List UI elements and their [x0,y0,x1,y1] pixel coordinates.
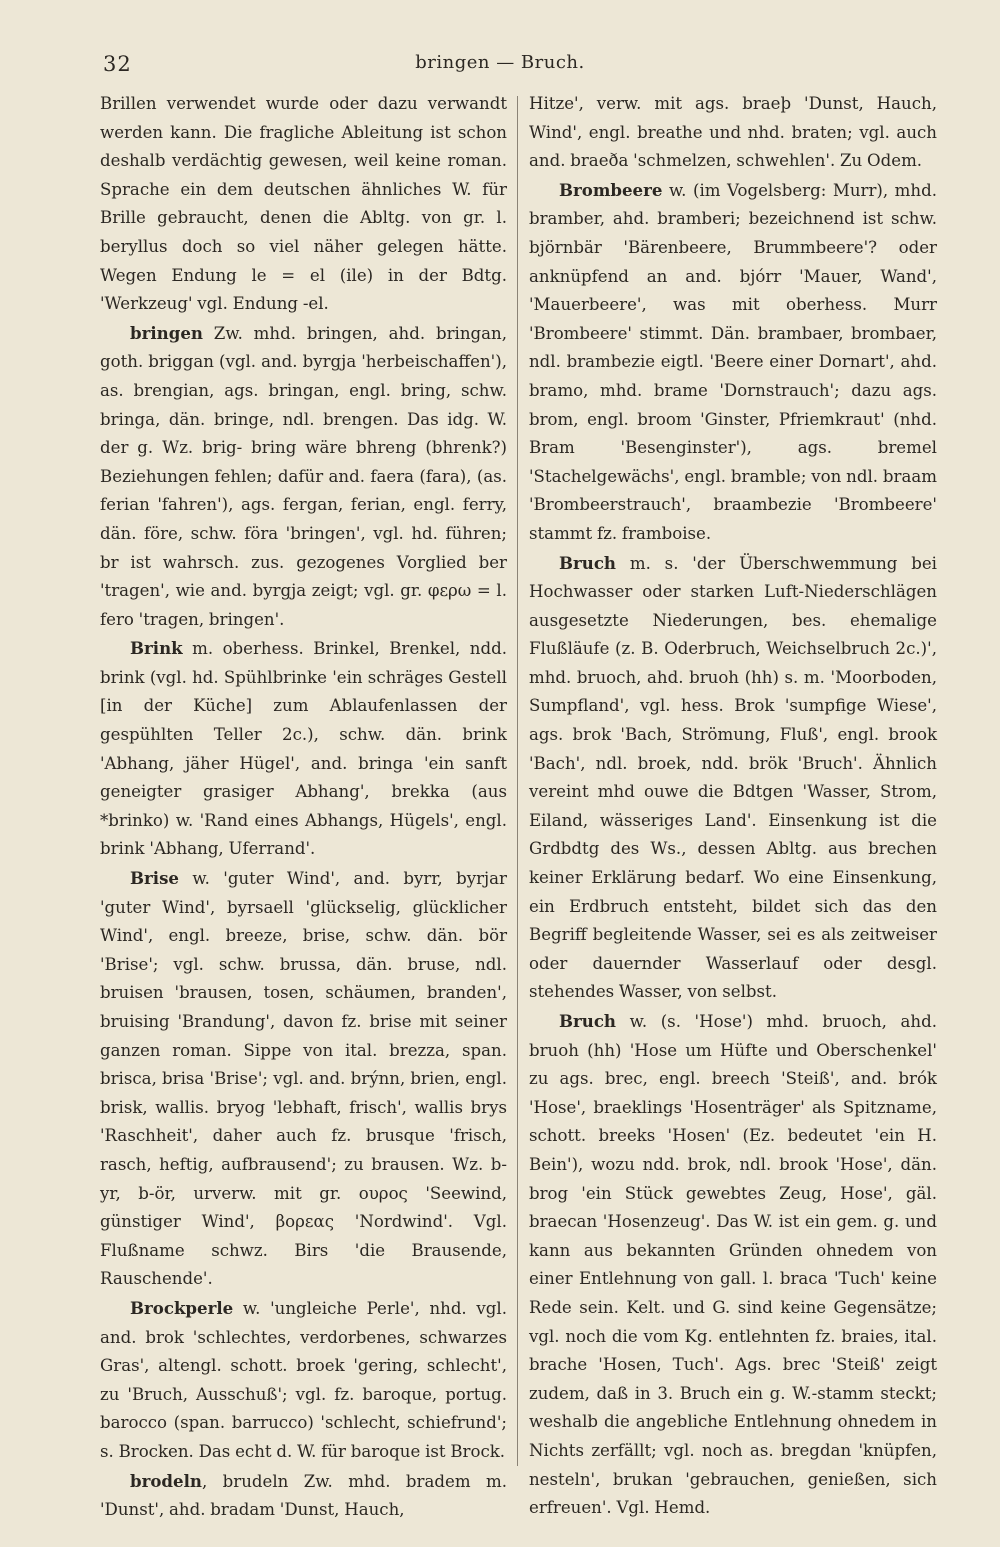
headword: bringen [130,322,203,343]
entry-text: w. 'ungleiche Perle', nhd. vgl. and. brok 'schlechtes, verdorbenes, schwarzes Gras', altengl. schott. broek 'gering, schlecht', zu 'Bruch, Ausschuß'; vgl. fz. baroque, portug. barocco (span. barrucco) 'schlecht, schiefrund'; s. Brocken. Das echt d. W. für baroque ist Brock. [100,1298,507,1461]
headword: Bruch [559,1011,617,1031]
column-divider [517,96,518,1466]
entry-text: Zw. mhd. bringen, ahd. bringan, goth. briggan (vgl. and. byrgja 'herbeischaffen'), as. brengian, ags. bringan, engl. bring, schw. bringa, dän. bringe, ndl. brengen. Das idg. W. der g. Wz. brig- bring wäre bhreng (bhrenk?) Beziehungen fehlen; dafür and. faera (fara), (as. ferian 'fahren'), ags. fergan, ferian, engl. ferry, dän. före, schw. föra 'bringen', vgl. hd. führen; br ist wahrsch. zus. gezogenes Vorglied ber 'tragen', wie and. byrgja zeigt; vgl. gr. φερω = l. fero 'tragen, bringen'. [100,323,507,629]
right-column [529,90,937,1523]
headword: Brockperle [130,1297,234,1318]
continuation-text: Brillen verwendet wurde oder dazu verwandt werden kann. Die fragliche Ableitung ist schon deshalb verdächtig gewesen, weil keine roman. Sprache ein dem deutschen ähnliches W. für Brille gebraucht, denen die Abltg. von gr. l. beryllus doch so viel näher gelegen hätte. Wegen Endung le = el (ile) in der Bdtg. 'Werkzeug' vgl. Endung -el. [100,94,507,314]
dictionary-entry [100,1467,507,1525]
dictionary-entry [100,864,507,1294]
headword: Brise [130,868,179,889]
dictionary-entry [100,319,507,635]
headword: Brombeere [559,179,663,200]
headword: brodeln [130,1470,202,1491]
entry-text: m. oberhess. Brinkel, Brenkel, ndd. brink (vgl. hd. Spühlbrinke 'ein schräges Gestell [in der Küche] zum Ablaufenlassen der gespühlten Teller 2c.), schw. dän. brink 'Abhang, jäher Hügel', and. bringa 'ein sanft geneigter grasiger Abhang', brekka (aus *brinko) w. 'Rand eines Abhangs, Hügels', engl. brink 'Abhang, Uferrand'. [100,639,507,859]
headword: Bruch [559,552,617,573]
entry-text: w. 'guter Wind', and. byrr, byrjar 'guter Wind', byrsaell 'glückselig, glücklicher Wind', engl. breeze, brise, schw. dän. bör 'Brise'; vgl. schw. brussa, dän. bruse, ndl. bruisen 'brausen, tosen, schäumen, branden', bruising 'Brandung', davon fz. brise mit seiner ganzen roman. Sippe von ital. brezza, span. brisca, brisa 'Brise'; vgl. and. brýnn, brien, engl. brisk, wallis. bryog 'lebhaft, frisch', wallis brys 'Raschheit', daher auch fz. brusque 'frisch, rasch, heftig, aufbrausend'; zu brausen. Wz. b-yr, b-ör, urverw. mit gr. ουρος 'Seewind, günstiger Wind', βορεας 'Nordwind'. Vgl. Flußname schwz. Birs 'die Brausende, Rauschende'. [100,869,507,1289]
dictionary-entry [529,176,937,549]
dictionary-entry [529,1007,937,1523]
continuation-text: Hitze', verw. mit ags. braeþ 'Dunst, Hauch, Wind', engl. breathe und nhd. braten; vgl. auch and. braeða 'schmelzen, schwehlen'. Zu Odem. [529,94,937,171]
entry-text: w. (s. 'Hose') mhd. bruoch, ahd. bruoh (hh) 'Hose um Hüfte und Oberschenkel' zu ags. brec, engl. breech 'Steiß', and. brók 'Hose', braeklings 'Hosenträger' als Spitzname, schott. breeks 'Hosen' (Ez. bedeutet 'ein H. Bein'), wozu ndd. brok, ndl. brook 'Hose', dän. brog 'ein Stück gewebtes Zeug, Hose', gäl. braecan 'Hosenzeug'. Das W. ist ein gem. g. und kann aus bekannten Gründen ohnedem von einer Entlehnung von gall. l. braca 'Tuch' keine Rede sein. Kelt. und G. sind keine Gegensätze; vgl. noch die vom Kg. entlehnten fz. braies, ital. brache 'Hosen, Tuch'. Ags. brec 'Steiß' zeigt zudem, daß in 3. Bruch ein g. W.-stamm steckt; weshalb die angebliche Entlehnung ohnedem in Nichts zerfällt; vgl. noch as. bregdan 'knüpfen, nesteln', brukan 'gebrauchen, genießen, sich erfreuen'. Vgl. Hemd. [529,1012,937,1518]
entry-text: w. (im Vogelsberg: Murr), mhd. bramber, ahd. bramberi; bezeichnend ist schw. björnbär 'Bärenbeere, Brummbeere'? oder anknüpfend an and. bjórr 'Mauer, Wand', 'Mauerbeere', was mit oberhess. Murr 'Brombeere' stimmt. Dän. brambaer, brombaer, ndl. brambezie eigtl. 'Beere einer Dornart', ahd. bramo, mhd. brame 'Dornstrauch'; dazu ags. brom, engl. broom 'Ginster, Pfriemkraut' (nhd. Bram 'Besenginster'), ags. bremel 'Stachelgewächs', engl. bramble; von ndl. braam 'Brombeerstrauch', braambezie 'Brombeere' stammt fz. framboise. [529,180,937,543]
page-number: 32 [103,52,132,76]
left-column [100,90,507,1525]
running-head: bringen — Bruch. [415,52,585,73]
entry-text: , brudeln Zw. mhd. bradem m. 'Dunst', ahd. bradam 'Dunst, Hauch, [100,1471,507,1520]
entry-text: m. s. 'der Überschwemmung bei Hochwasser oder starken Luft-Niederschlägen ausgesetzte Niederungen, bes. ehemalige Flußläufe (z. B. Oderbruch, Weichselbruch 2c.)', mhd. bruoch, ahd. bruoh (hh) s. m. 'Moorboden, Sumpfland', vgl. hess. Brok 'sumpfige Wiese', ags. brok 'Bach, Strömung, Fluß', engl. brook 'Bach', ndl. broek, ndd. brök 'Bruch'. Ähnlich vereint mhd ouwe die Bdtgen 'Wasser, Strom, Eiland, wässeriges Land'. Einsenkung ist die Grdbdtg des Ws., dessen Abltg. aus brechen keiner Erklärung bedarf. Wo eine Einsenkung, ein Erdbruch entsteht, bildet sich das den Begriff begleitende Wasser, sei es als zeitweiser oder dauernder Wasserlauf oder desgl. stehendes Wasser, von selbst. [529,553,937,1002]
dictionary-entry [529,549,937,1008]
dictionary-entry [100,1294,507,1467]
page-header [0,46,1000,86]
headword: Brink [130,638,183,659]
dictionary-entry [100,634,507,864]
